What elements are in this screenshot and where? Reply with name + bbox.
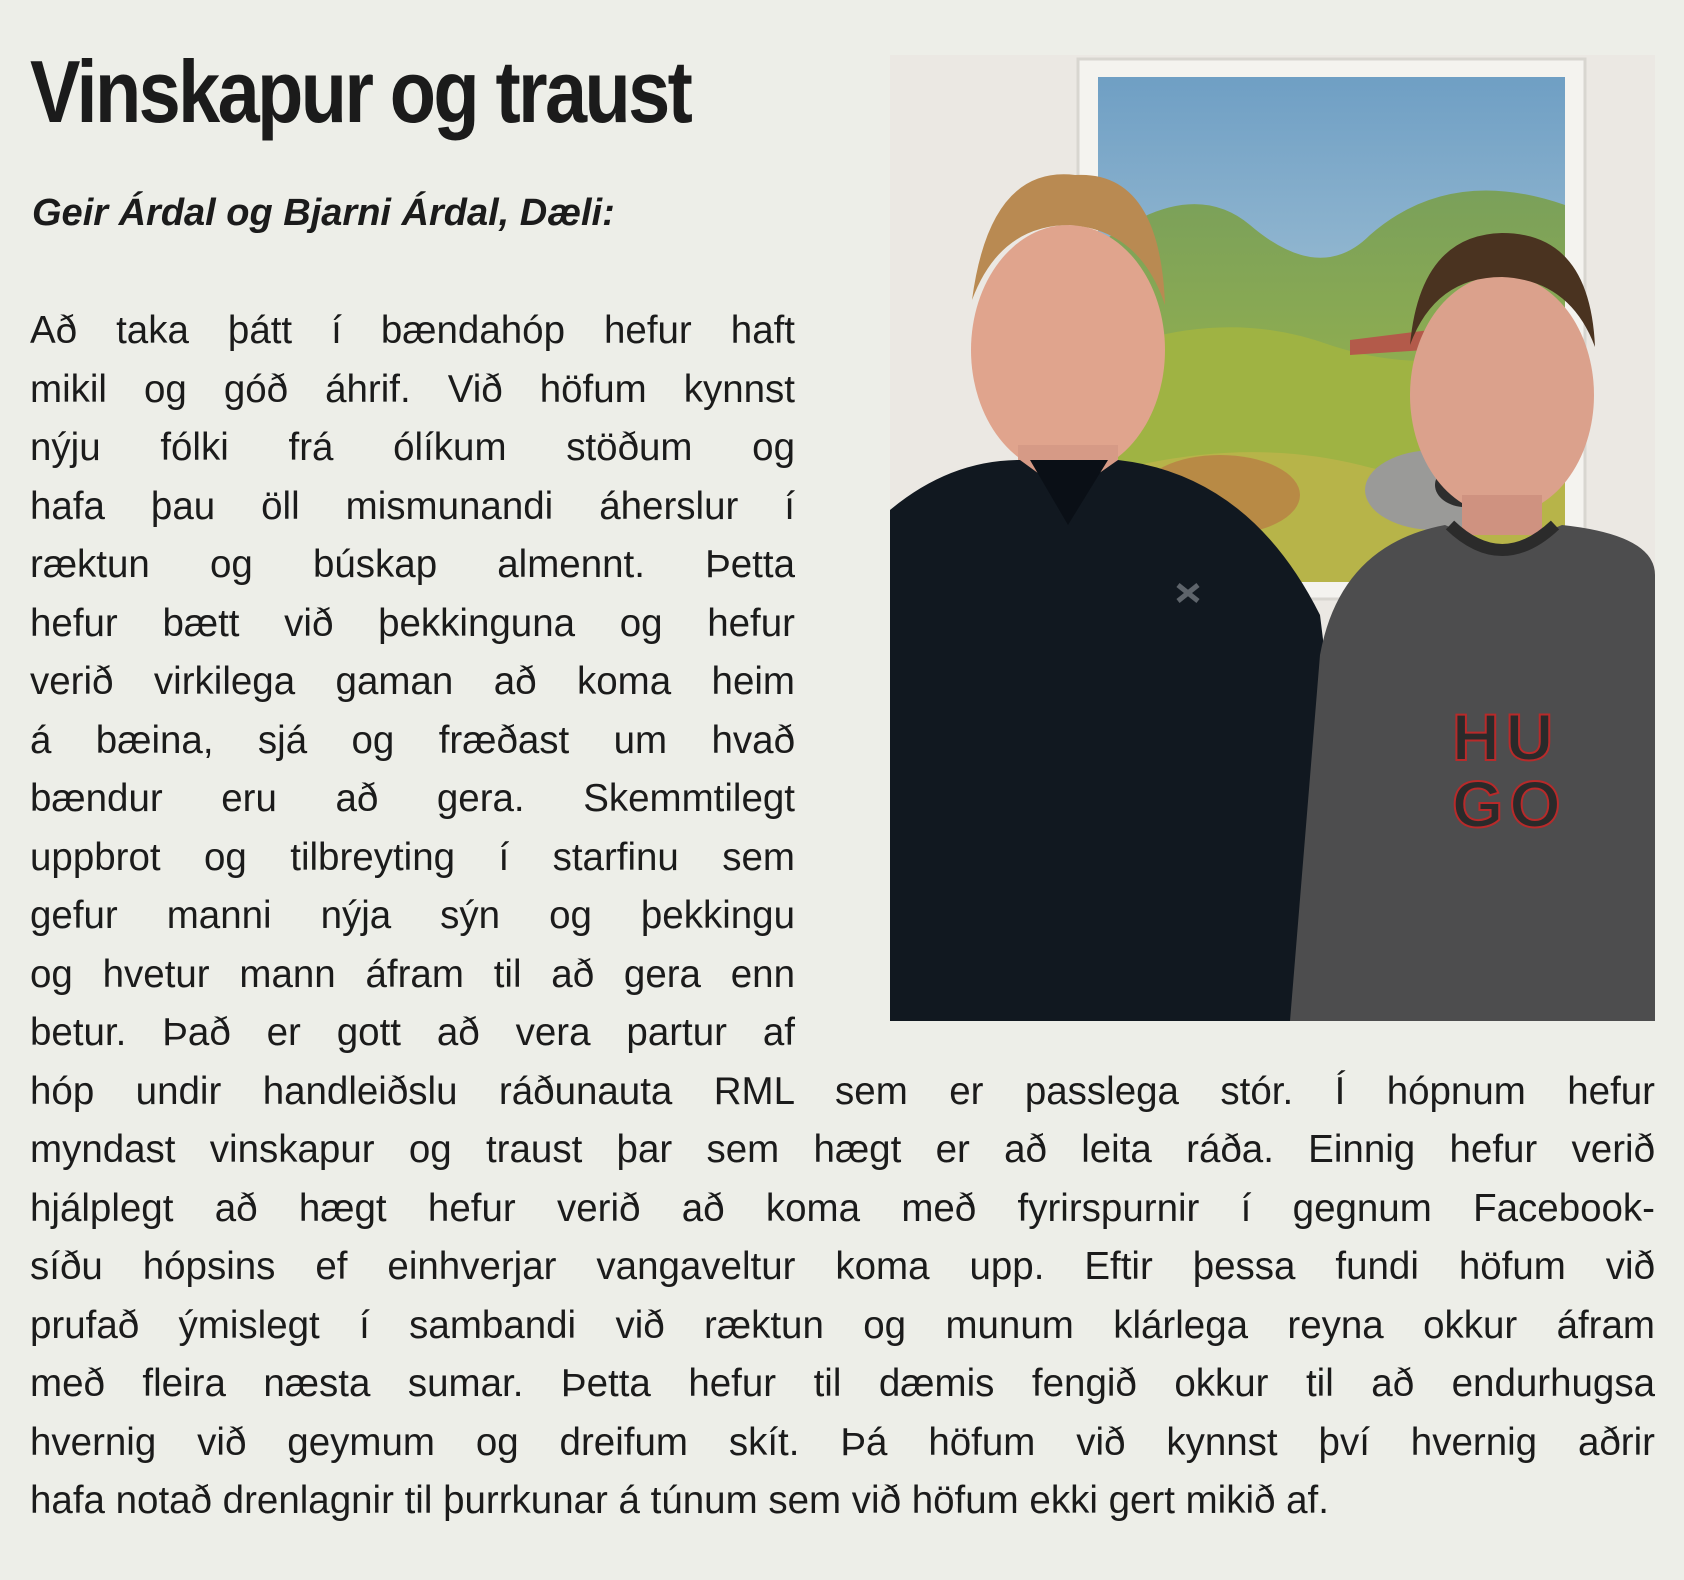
body-line: gefur manni nýja sýn og þekkingu — [30, 894, 795, 937]
body-line: Að taka þátt í bændahóp hefur haft — [30, 309, 795, 352]
body-line: nýju fólki frá ólíkum stöðum og — [30, 426, 795, 469]
shirt-logo-top: HU — [1452, 700, 1560, 774]
body-line: verið virkilega gaman að koma heim — [30, 660, 795, 703]
body-line: uppbrot og tilbreyting í starfinu sem — [30, 835, 795, 879]
body-line: hefur bætt við þekkinguna og hefur — [30, 601, 795, 645]
body-line: á bæina, sjá og fræðast um hvað — [30, 718, 795, 762]
article-body — [30, 302, 1655, 1531]
body-line: hafa þau öll mismunandi áherslur í — [30, 484, 795, 528]
article-byline: Geir Árdal og Bjarni Árdal, Dæli: — [32, 192, 615, 234]
body-line: hóp undir handleiðslu ráðunauta RML sem er passlega stór. Í hópnum hefur — [30, 1069, 1655, 1113]
body-line: og hvetur mann áfram til að gera enn — [30, 952, 795, 996]
shirt-logo-bottom: GO — [1452, 767, 1567, 841]
body-line: myndast vinskapur og traust þar sem hægt er að leita ráða. Einnig hefur verið — [30, 1128, 1655, 1171]
body-line: síðu hópsins ef einhverjar vangaveltur koma upp. Eftir þessa fundi höfum við — [30, 1245, 1655, 1288]
body-line: mikil og góð áhrif. Við höfum kynnst — [30, 367, 795, 411]
body-line: með fleira næsta sumar. Þetta hefur til dæmis fengið okkur til að endurhugsa — [30, 1362, 1655, 1405]
body-line: hjálplegt að hægt hefur verið að koma með fyrirspurnir í gegnum Facebook- — [30, 1186, 1655, 1230]
body-line: prufað ýmislegt í sambandi við ræktun og munum klárlega reyna okkur áfram — [30, 1303, 1655, 1347]
body-line: betur. Það er gott að vera partur af — [30, 1011, 795, 1054]
body-line: hvernig við geymum og dreifum skít. Þá höfum við kynnst því hvernig aðrir — [30, 1420, 1655, 1464]
body-line: bændur eru að gera. Skemmtilegt — [30, 777, 795, 820]
body-line: ræktun og búskap almennt. Þetta — [30, 543, 795, 586]
article-title: Vinskapur og traust — [30, 42, 691, 141]
body-line: hafa notað drenlagnir til þurrkunar á túnum sem við höfum ekki gert mikið af. — [30, 1479, 1329, 1522]
